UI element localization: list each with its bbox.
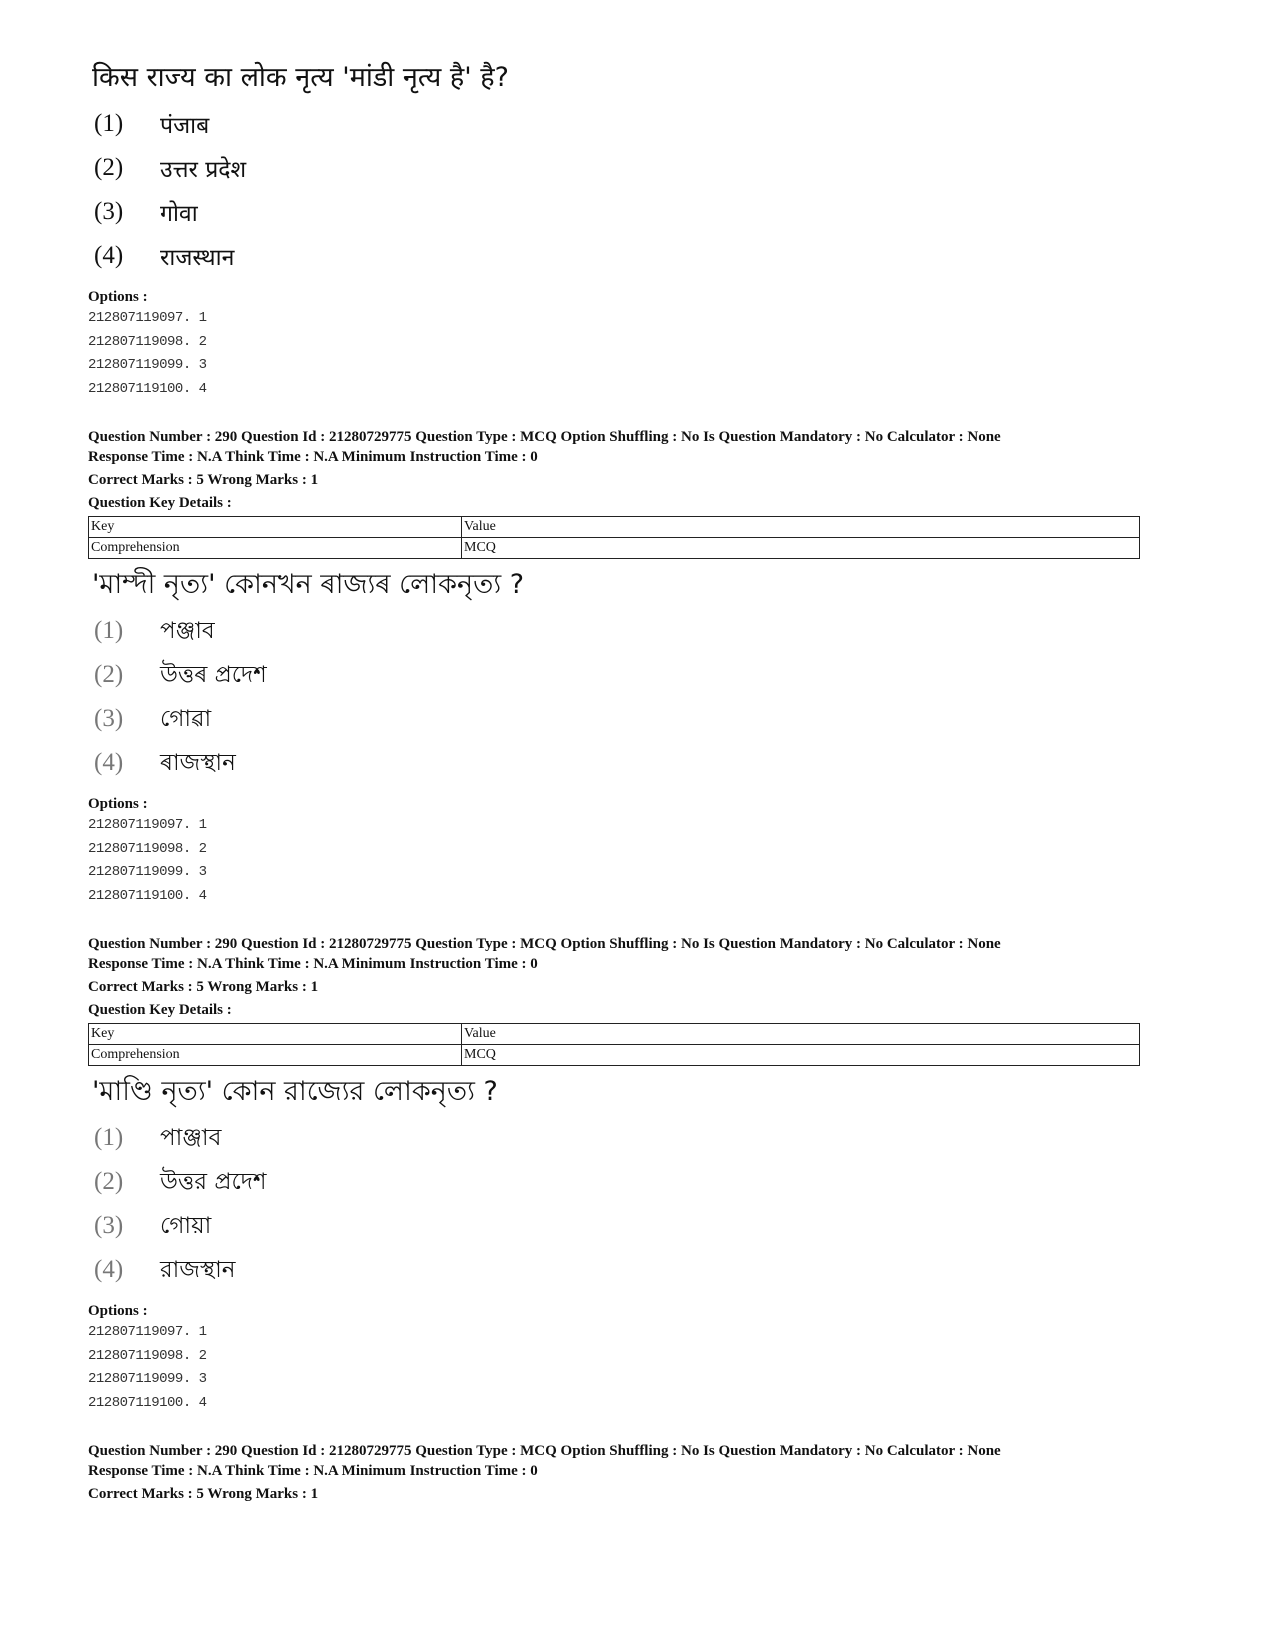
option-row xyxy=(94,1116,1188,1160)
option-text: ৰাজস্থান xyxy=(160,749,236,776)
options-label: Options : xyxy=(88,796,148,812)
meta-line: Correct Marks : 5 Wrong Marks : 1 xyxy=(88,1486,319,1502)
option-row xyxy=(94,1160,1188,1204)
meta-line: Question Number : 290 Question Id : 21280729775 Question Type : MCQ Option Shuffling : No Is Question Mandatory : No Calculator : None xyxy=(88,936,1001,952)
key-details-label: Question Key Details : xyxy=(88,1002,232,1018)
option-id: 212807119098. 2 xyxy=(88,1347,207,1364)
table-row xyxy=(89,1024,1140,1045)
option-number: (1) xyxy=(94,1124,124,1151)
option-text: পঞ্জাব xyxy=(160,617,215,644)
option-id: 212807119100. 4 xyxy=(88,1394,207,1411)
table-cell: MCQ xyxy=(462,1045,1140,1066)
table-cell: Value xyxy=(462,1024,1140,1045)
question-block-hindi xyxy=(88,60,1188,401)
meta-line: Correct Marks : 5 Wrong Marks : 1 xyxy=(88,979,319,995)
option-number: (3) xyxy=(94,705,124,732)
option-number: (2) xyxy=(94,154,124,181)
option-row xyxy=(94,1204,1188,1248)
question-block-bengali xyxy=(88,1074,1188,1415)
key-details-table xyxy=(88,1023,1140,1066)
question-text: किस राज्य का लोक नृत्य 'मांडी नृत्य है' है? xyxy=(92,62,509,93)
key-details-table xyxy=(88,516,1140,559)
option-row xyxy=(94,190,1188,234)
key-details-label: Question Key Details : xyxy=(88,495,232,511)
options-label: Options : xyxy=(88,289,148,305)
option-row xyxy=(94,102,1188,146)
option-id: 212807119098. 2 xyxy=(88,840,207,857)
option-row xyxy=(94,741,1188,785)
option-id: 212807119099. 3 xyxy=(88,864,207,880)
option-text: উত্তৰ প্ৰদেশ xyxy=(160,661,267,688)
option-text: গোৱা xyxy=(160,705,212,732)
question-metadata xyxy=(88,427,1188,490)
table-cell: Value xyxy=(462,517,1140,538)
meta-line: Correct Marks : 5 Wrong Marks : 1 xyxy=(88,472,319,488)
table-cell: MCQ xyxy=(462,538,1140,559)
option-number: (4) xyxy=(94,749,124,776)
option-number: (2) xyxy=(94,661,124,688)
table-row xyxy=(89,1045,1140,1066)
table-cell: Key xyxy=(89,517,462,538)
question-metadata xyxy=(88,934,1188,997)
option-row xyxy=(94,609,1188,653)
meta-line: Question Number : 290 Question Id : 21280729775 Question Type : MCQ Option Shuffling : No Is Question Mandatory : No Calculator : None xyxy=(88,429,1001,445)
option-id: 212807119100. 4 xyxy=(88,887,207,904)
document-page xyxy=(88,60,1188,1504)
option-number: (1) xyxy=(94,617,124,644)
option-id: 212807119097. 1 xyxy=(88,310,207,326)
option-row xyxy=(94,234,1188,278)
option-text: রাজস্থান xyxy=(160,1256,236,1283)
table-cell: Key xyxy=(89,1024,462,1045)
option-row xyxy=(94,653,1188,697)
option-text: राजस्थान xyxy=(160,245,235,271)
table-cell: Comprehension xyxy=(89,538,462,559)
option-text: উত্তর প্রদেশ xyxy=(160,1168,267,1195)
option-id: 212807119099. 3 xyxy=(88,357,207,373)
option-number: (4) xyxy=(94,1256,124,1283)
option-number: (4) xyxy=(94,242,124,269)
option-text: उत्तर प्रदेश xyxy=(160,157,247,183)
option-row xyxy=(94,146,1188,190)
table-cell: Comprehension xyxy=(89,1045,462,1066)
option-number: (3) xyxy=(94,1212,124,1239)
option-id: 212807119099. 3 xyxy=(88,1371,207,1387)
question-text: 'মাম্দী নৃত্য' কোনখন ৰাজ্যৰ লোকনৃত্য ? xyxy=(92,569,525,600)
option-number: (1) xyxy=(94,110,124,137)
table-row xyxy=(89,538,1140,559)
option-text: गोवा xyxy=(160,201,198,227)
option-row xyxy=(94,1248,1188,1292)
option-number: (2) xyxy=(94,1168,124,1195)
question-metadata xyxy=(88,1441,1188,1504)
option-text: पंजाब xyxy=(160,113,210,139)
option-id: 212807119097. 1 xyxy=(88,817,207,833)
table-row xyxy=(89,517,1140,538)
meta-line: Question Number : 290 Question Id : 21280729775 Question Type : MCQ Option Shuffling : No Is Question Mandatory : No Calculator : None xyxy=(88,1443,1001,1459)
meta-line: Response Time : N.A Think Time : N.A Minimum Instruction Time : 0 xyxy=(88,1463,538,1479)
option-row xyxy=(94,697,1188,741)
option-id: 212807119098. 2 xyxy=(88,333,207,350)
options-label: Options : xyxy=(88,1303,148,1319)
option-text: পাঞ্জাব xyxy=(160,1124,222,1151)
option-id: 212807119100. 4 xyxy=(88,380,207,397)
option-number: (3) xyxy=(94,198,124,225)
question-block-assamese xyxy=(88,567,1188,908)
meta-line: Response Time : N.A Think Time : N.A Minimum Instruction Time : 0 xyxy=(88,956,538,972)
option-id: 212807119097. 1 xyxy=(88,1324,207,1340)
meta-line: Response Time : N.A Think Time : N.A Minimum Instruction Time : 0 xyxy=(88,449,538,465)
option-text: গোয়া xyxy=(160,1212,212,1239)
question-text: 'মাণ্ডি নৃত্য' কোন রাজ্যের লোকনৃত্য ? xyxy=(92,1076,498,1107)
